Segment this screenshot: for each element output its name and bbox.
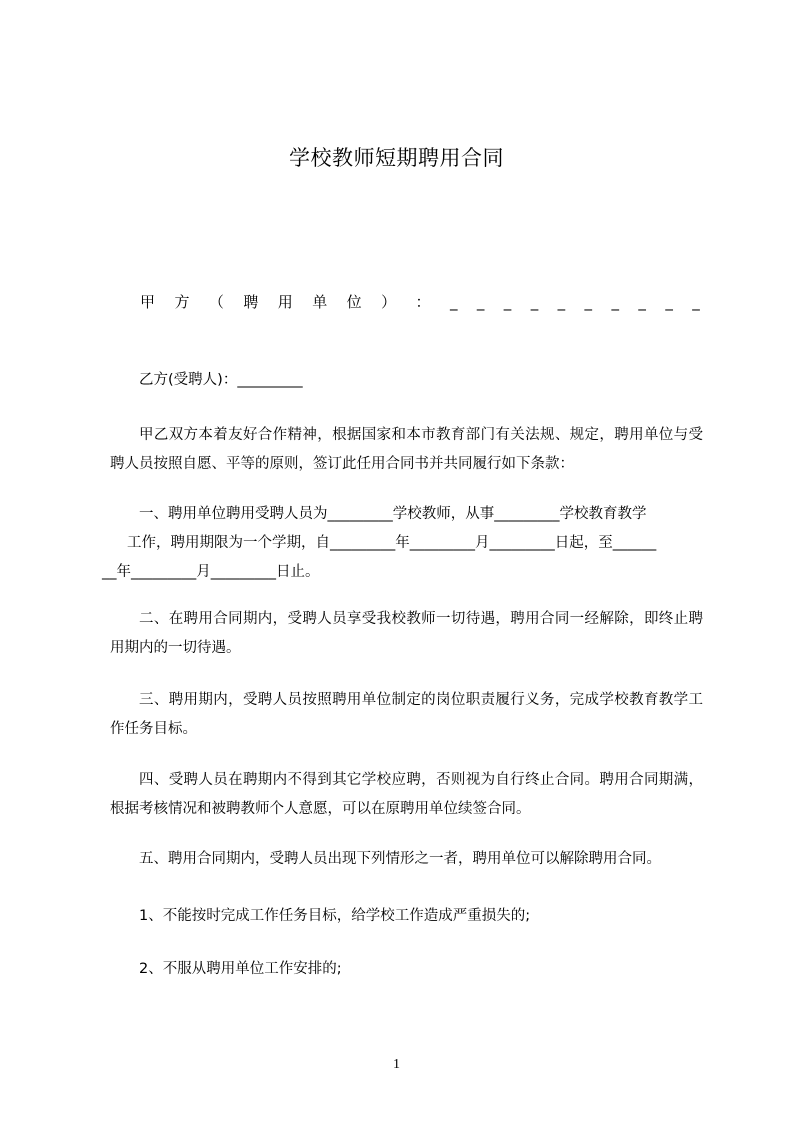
party-a-char: 用 [277, 293, 293, 311]
page-number: 1 [393, 1057, 400, 1072]
party-a-blank: _ [638, 293, 646, 311]
party-a-char: 聘 [243, 293, 259, 311]
list-item-1: 1、不能按时完成工作任务目标，给学校工作造成严重损失的; [139, 908, 531, 924]
clause-4-paragraph: 四、受聘人员在聘期内不得到其它学校应聘，否则视为自行终止合同。聘用合同期满，根据考核情况和被聘教师个人意愿，可以在原聘用单位续签合同。 [110, 772, 703, 817]
party-a-blank: _ [530, 293, 539, 311]
party-a-char: ） [381, 293, 397, 311]
clause-1-line-1: 一、聘用单位聘用受聘人员为_________学校教师，从事_________学校教育教学 [139, 506, 647, 522]
party-a-blank: _ [584, 293, 593, 311]
party-a-char: 方 [174, 293, 190, 311]
clause-1-line-2: 工作，聘用期限为一个学期，自_________年_________月_________日起，至______ [127, 535, 657, 551]
party-b-line: 乙方(受聘人)：_________ [139, 372, 303, 388]
party-a-blank: _ [665, 293, 673, 311]
intro-paragraph: 甲乙双方本着友好合作精神，根据国家和本市教育部门有关法规、规定，聘用单位与受聘人员按照自愿、平等的原则，签订此任用合同书并共同履行如下条款： [110, 427, 703, 472]
party-a-char: ： [415, 293, 431, 311]
party-a-blank: _ [557, 293, 566, 311]
party-a-blank: _ [692, 293, 700, 311]
clause-5-line: 五、聘用合同期内，受聘人员出现下列情形之一者，聘用单位可以解除聘用合同。 [139, 851, 661, 867]
list-item-2: 2、不服从聘用单位工作安排的; [139, 961, 342, 977]
party-a-blank: _ [611, 293, 619, 311]
party-a-char: 甲 [140, 293, 156, 311]
party-a-blank: _ [449, 293, 458, 311]
party-a-char: （ [208, 293, 224, 311]
clause-1-line-3: __年_________月_________日止。 [102, 564, 320, 580]
party-a-line [140, 290, 700, 314]
party-a-blank: _ [476, 293, 485, 311]
clause-3-paragraph: 三、聘用期内，受聘人员按照聘用单位制定的岗位职责履行义务，完成学校教育教学工作任务目标。 [110, 692, 703, 737]
clause-2-paragraph: 二、在聘用合同期内，受聘人员享受我校教师一切待遇，聘用合同一经解除，即终止聘用期内的一切待遇。 [110, 611, 703, 656]
document-title: 学校教师短期聘用合同 [289, 146, 504, 170]
party-a-char: 单 [312, 293, 328, 311]
party-a-char: 位 [346, 293, 362, 311]
party-a-blank: _ [503, 293, 512, 311]
